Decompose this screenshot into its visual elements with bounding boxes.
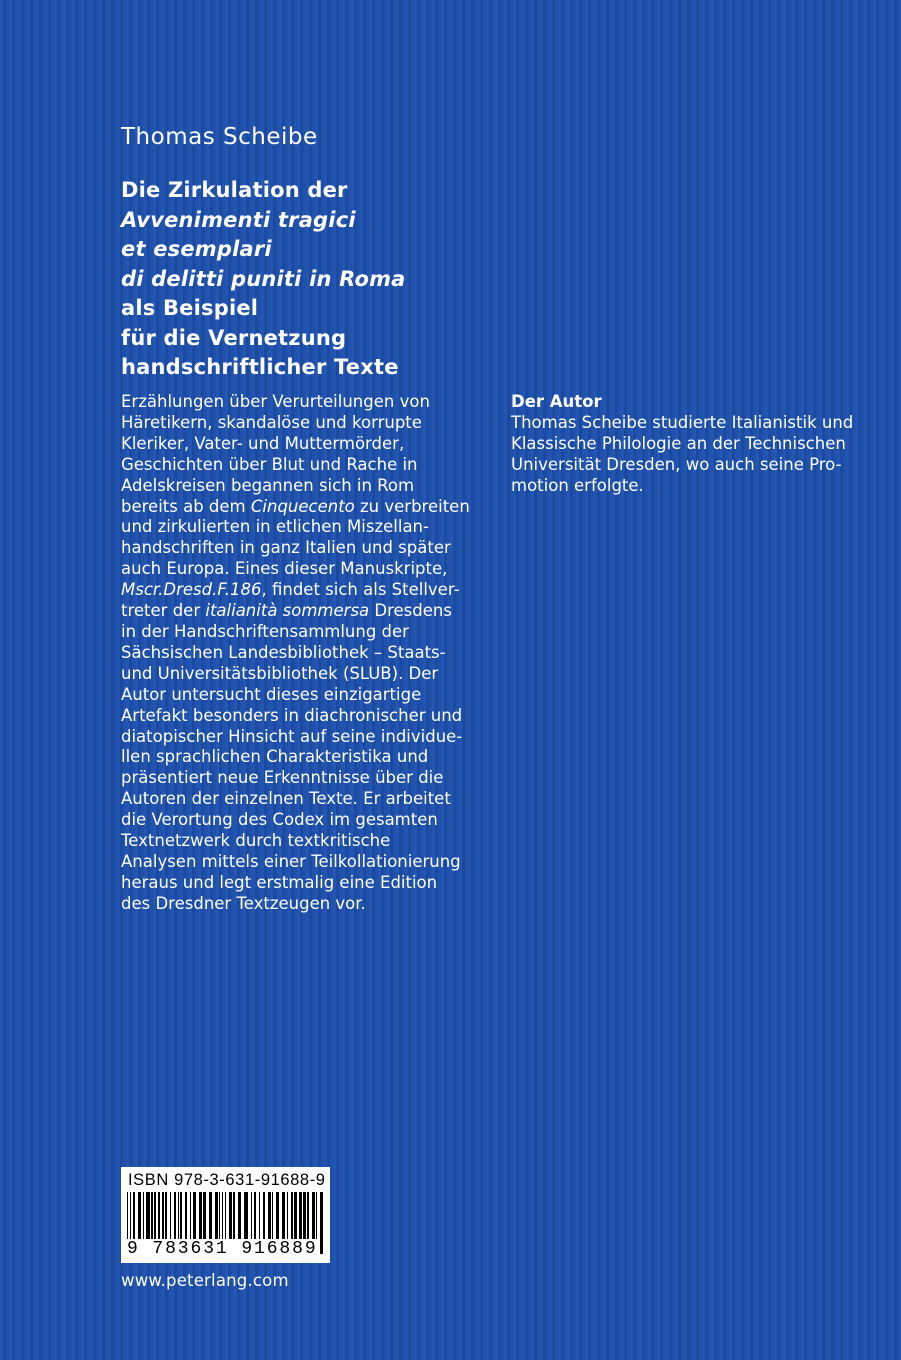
barcode-bar bbox=[203, 1192, 206, 1240]
blurb-line: Erzählungen über Verurteilungen von bbox=[121, 392, 430, 411]
title-line: et esemplari bbox=[121, 237, 272, 261]
blurb-line: bereits ab dem Cinquecento zu verbreiten bbox=[121, 496, 470, 516]
barcode-bar bbox=[291, 1192, 293, 1240]
isbn-barcode bbox=[121, 1167, 330, 1263]
about-author-line: Klassische Philologie an der Technischen bbox=[511, 433, 846, 453]
barcode-bar bbox=[143, 1192, 144, 1240]
blurb-line: und zirkulierten in etlichen Miszellan- bbox=[121, 517, 429, 537]
barcode-bar bbox=[320, 1192, 323, 1254]
barcode-bar bbox=[146, 1192, 150, 1240]
book-title bbox=[121, 176, 501, 383]
barcode-bar bbox=[133, 1192, 135, 1240]
title-line: für die Vernetzung bbox=[121, 325, 347, 350]
barcode-bar bbox=[199, 1192, 202, 1240]
barcode-bar bbox=[138, 1192, 141, 1240]
author-name: Thomas Scheibe bbox=[121, 124, 318, 150]
title-line: als Beispiel bbox=[121, 296, 259, 320]
blurb-line: Textnetzwerk durch textkritische bbox=[121, 831, 391, 851]
blurb-line: in der Handschriftensammlung der bbox=[121, 621, 409, 641]
barcode-bar bbox=[215, 1192, 218, 1240]
barcode-bar bbox=[263, 1192, 265, 1240]
blurb-line: handschriften in ganz Italien und später bbox=[121, 538, 451, 558]
blurb-line: Kleriker, Vater- und Muttermörder, bbox=[121, 433, 405, 453]
blurb-line: Sächsischen Landesbibliothek – Staats- bbox=[121, 642, 446, 662]
barcode-bar bbox=[294, 1192, 297, 1240]
barcode-bar bbox=[233, 1192, 235, 1240]
barcode-bar bbox=[219, 1192, 220, 1240]
about-author-line: Thomas Scheibe studierte Italianistik und bbox=[511, 412, 854, 432]
barcode-bar bbox=[282, 1192, 285, 1240]
about-author-line: motion erfolgte. bbox=[511, 475, 644, 495]
blurb-line: Geschichten über Blut und Rache in bbox=[121, 454, 418, 474]
barcode-bar bbox=[170, 1192, 171, 1240]
blurb-line: auch Europa. Eines dieser Manuskripte, bbox=[121, 559, 448, 579]
barcode-bar bbox=[272, 1192, 273, 1240]
blurb-line: die Verortung des Codex im gesamten bbox=[121, 810, 438, 830]
blurb-line: präsentiert neue Erkenntnisse über die bbox=[121, 768, 444, 788]
barcode-bar bbox=[254, 1192, 256, 1240]
title-line: di delitti puniti in Roma bbox=[121, 266, 406, 291]
barcode-bar bbox=[244, 1192, 248, 1240]
blurb-line: des Dresdner Textzeugen vor. bbox=[121, 893, 366, 913]
barcode-bar bbox=[193, 1192, 196, 1240]
blurb-line: Artefakt besonders in diachronischer und bbox=[121, 705, 463, 725]
barcode-bar bbox=[180, 1192, 182, 1240]
blurb-line: llen sprachlichen Charakteristika und bbox=[121, 747, 429, 767]
barcode-bar bbox=[259, 1192, 260, 1240]
about-author-heading: Der Autor bbox=[511, 392, 602, 411]
publisher-website: www.peterlang.com bbox=[121, 1271, 289, 1290]
barcode-bar bbox=[251, 1192, 252, 1240]
blurb-line: treter der italianità sommersa Dresdens bbox=[121, 601, 452, 621]
blurb-line: Adelskreisen begannen sich in Rom bbox=[121, 475, 415, 495]
about-author-line: Universität Dresden, wo auch seine Pro- bbox=[511, 454, 842, 474]
blurb-line: Häretikern, skandalöse und korrupte bbox=[121, 412, 422, 432]
barcode-bar bbox=[307, 1192, 309, 1240]
barcode-bar bbox=[238, 1192, 241, 1240]
barcode-bar bbox=[158, 1192, 160, 1240]
blurb-line: heraus und legt erstmalig eine Edition bbox=[121, 872, 438, 892]
barcode-bar bbox=[268, 1192, 271, 1240]
blurb-line: Autor untersucht dieses einzigartige bbox=[121, 684, 422, 704]
title-line: Die Zirkulation der bbox=[121, 178, 348, 202]
blurb-line: Autoren der einzelnen Texte. Er arbeitet bbox=[121, 789, 451, 809]
title-line: Avvenimenti tragici bbox=[121, 207, 356, 232]
blurb-line: und Universitätsbibliothek (SLUB). Der bbox=[121, 663, 439, 683]
barcode-bar bbox=[165, 1192, 167, 1240]
barcode-bar bbox=[316, 1192, 317, 1240]
barcode-bar bbox=[276, 1192, 279, 1240]
barcode-bar bbox=[190, 1192, 191, 1240]
barcode-bar bbox=[154, 1192, 156, 1240]
barcode-bar bbox=[299, 1192, 302, 1240]
barcode-bar bbox=[312, 1192, 315, 1240]
blurb-line: Analysen mittels einer Teilkollationierung bbox=[121, 851, 461, 871]
blurb-italic-term: italianità sommersa bbox=[205, 601, 370, 621]
barcode-bar bbox=[209, 1192, 212, 1240]
blurb-italic-term: Cinquecento bbox=[250, 496, 355, 516]
barcode-bar bbox=[162, 1192, 164, 1240]
blurb-text bbox=[121, 392, 481, 915]
barcode-digits: 9 783631 916889 bbox=[127, 1239, 318, 1259]
barcode-bar bbox=[303, 1192, 306, 1240]
title-line: handschriftlicher Texte bbox=[121, 355, 399, 379]
blurb-italic-term: Mscr.Dresd.F.186 bbox=[121, 580, 262, 600]
barcode-bar bbox=[174, 1192, 176, 1240]
about-author bbox=[511, 392, 881, 497]
blurb-line: diatopischer Hinsicht auf seine individue- bbox=[121, 726, 463, 746]
barcode-bar bbox=[287, 1192, 288, 1240]
barcode-bar bbox=[151, 1192, 153, 1240]
blurb-line: Mscr.Dresd.F.186, findet sich als Stellver- bbox=[121, 580, 460, 600]
barcode-bar bbox=[185, 1192, 187, 1240]
isbn-label: ISBN 978-3-631-91688-9 bbox=[128, 1171, 326, 1189]
barcode-bar bbox=[178, 1192, 179, 1240]
